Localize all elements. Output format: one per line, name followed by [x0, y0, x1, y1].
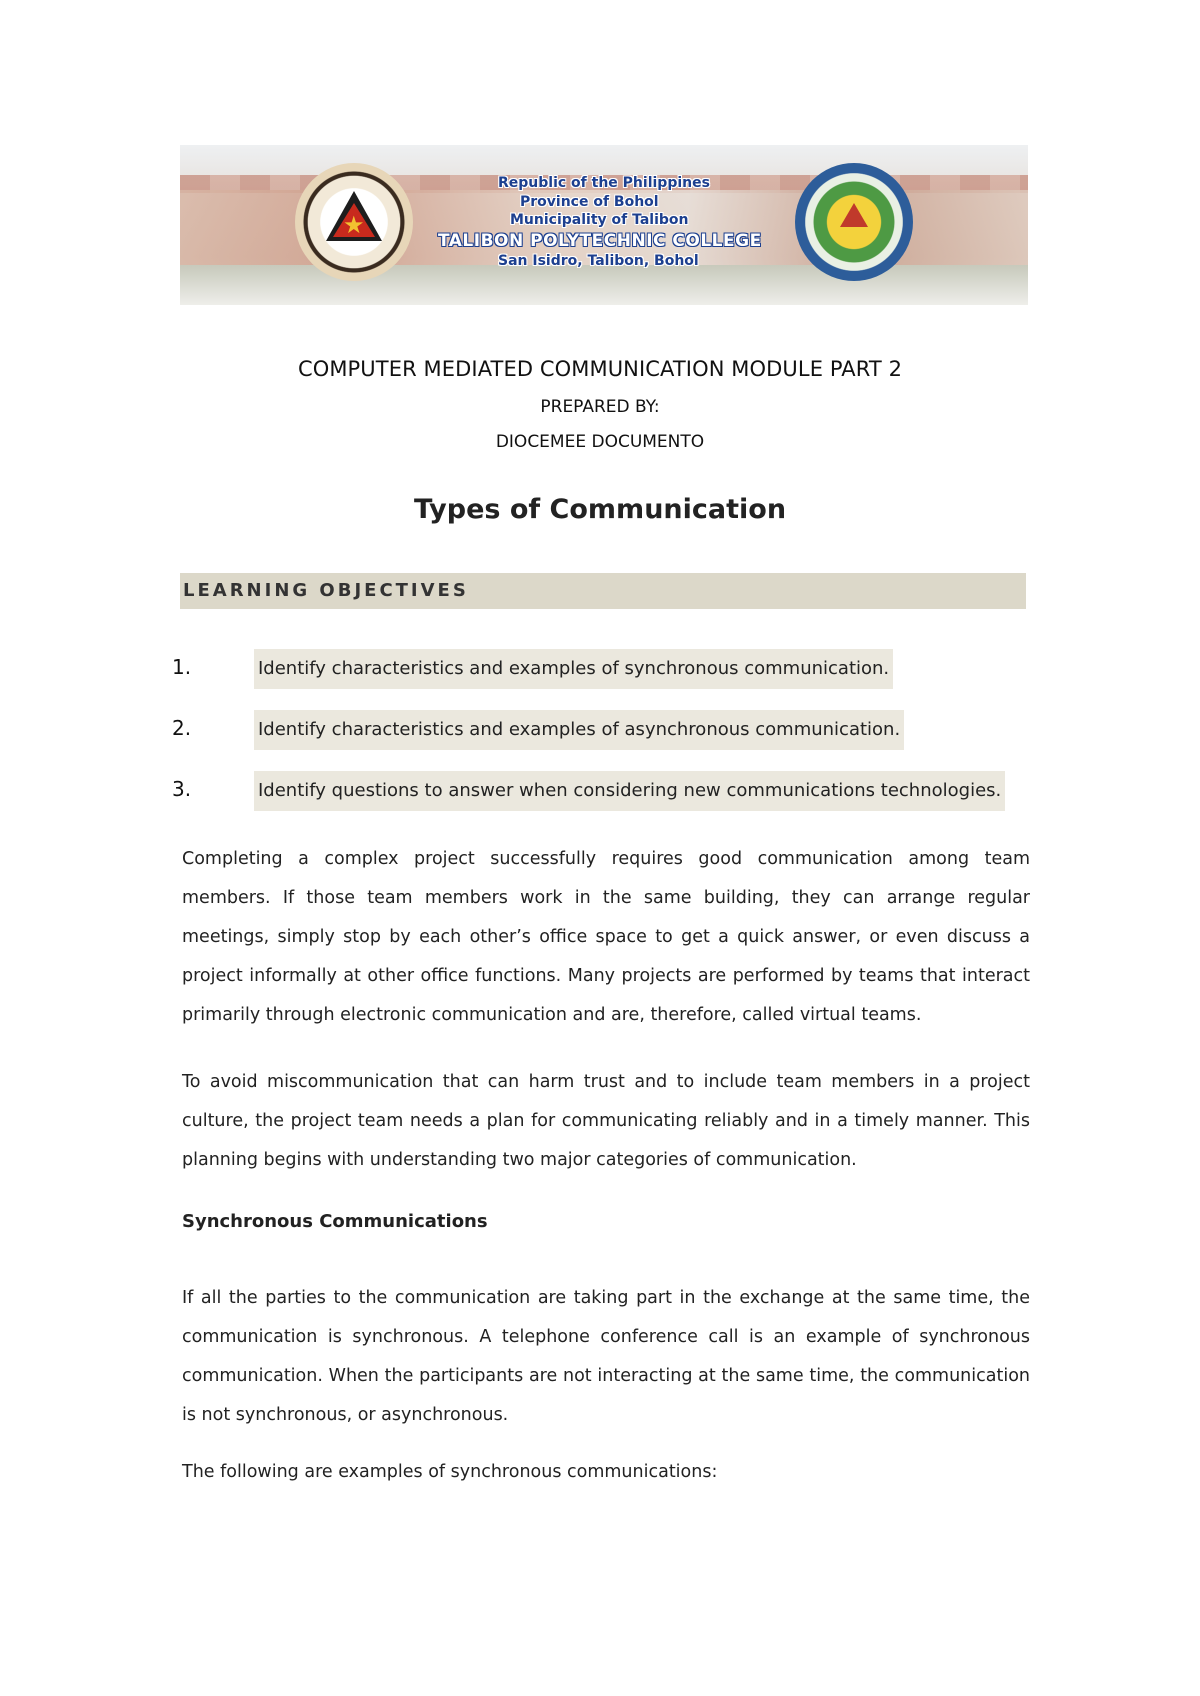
objective-text: Identify characteristics and examples of asynchronous communication.	[254, 710, 904, 750]
objectives-heading: LEARNING OBJECTIVES	[183, 580, 469, 601]
body-paragraph-4: The following are examples of synchronous communications:	[182, 1462, 718, 1482]
header-banner	[180, 145, 1028, 305]
body-paragraph-1: Completing a complex project successfully requires good communication among team members. If those team members work in the same building, they can arrange regular meetings, simply stop by each other’s office space to get a quick answer, or even discuss a project informally at other office functions. Many projects are performed by teams that interact primarily through electronic communication and are, therefore, called virtual teams.	[182, 849, 1030, 1025]
seal-star-icon: ★	[343, 211, 365, 239]
banner-college-name: TALIBON POLYTECHNIC COLLEGE	[438, 231, 762, 251]
college-seal-icon	[795, 163, 913, 281]
document-title: COMPUTER MEDIATED COMMUNICATION MODULE PART 2	[297, 357, 903, 381]
section-title: Types of Communication	[413, 494, 787, 525]
seal-emblem	[840, 203, 868, 227]
objective-text: Identify questions to answer when considering new communications technologies.	[254, 771, 1005, 811]
banner-province: Province of Bohol	[520, 194, 659, 210]
body-paragraph-3: If all the parties to the communication are taking part in the exchange at the same time, the communication is synchronous. A telephone conference call is an example of synchronous communication. When the participants are not interacting at the same time, the communication is not synchronous, or asynchronous.	[182, 1288, 1030, 1425]
objective-number: 2.	[172, 716, 192, 740]
banner-address: San Isidro, Talibon, Bohol	[498, 253, 699, 269]
body-paragraph-2: To avoid miscommunication that can harm trust and to include team members in a project culture, the project team needs a plan for communicating reliably and in a timely manner. This planning begins with understanding two major categories of communication.	[182, 1072, 1030, 1170]
prepared-by-label: PREPARED BY:	[540, 397, 660, 417]
author-name: DIOCEMEE DOCUMENTO	[495, 432, 705, 452]
synchronous-heading: Synchronous Communications	[182, 1211, 488, 1232]
objectives-heading-bar	[180, 573, 1026, 609]
objective-text: Identify characteristics and examples of synchronous communication.	[254, 649, 893, 689]
objective-number: 1.	[172, 655, 192, 679]
banner-ground	[180, 265, 1028, 305]
municipality-seal-icon	[295, 163, 413, 281]
banner-republic: Republic of the Philippines	[498, 175, 710, 191]
banner-municipality: Municipality of Talibon	[510, 212, 689, 228]
objective-number: 3.	[172, 777, 192, 801]
